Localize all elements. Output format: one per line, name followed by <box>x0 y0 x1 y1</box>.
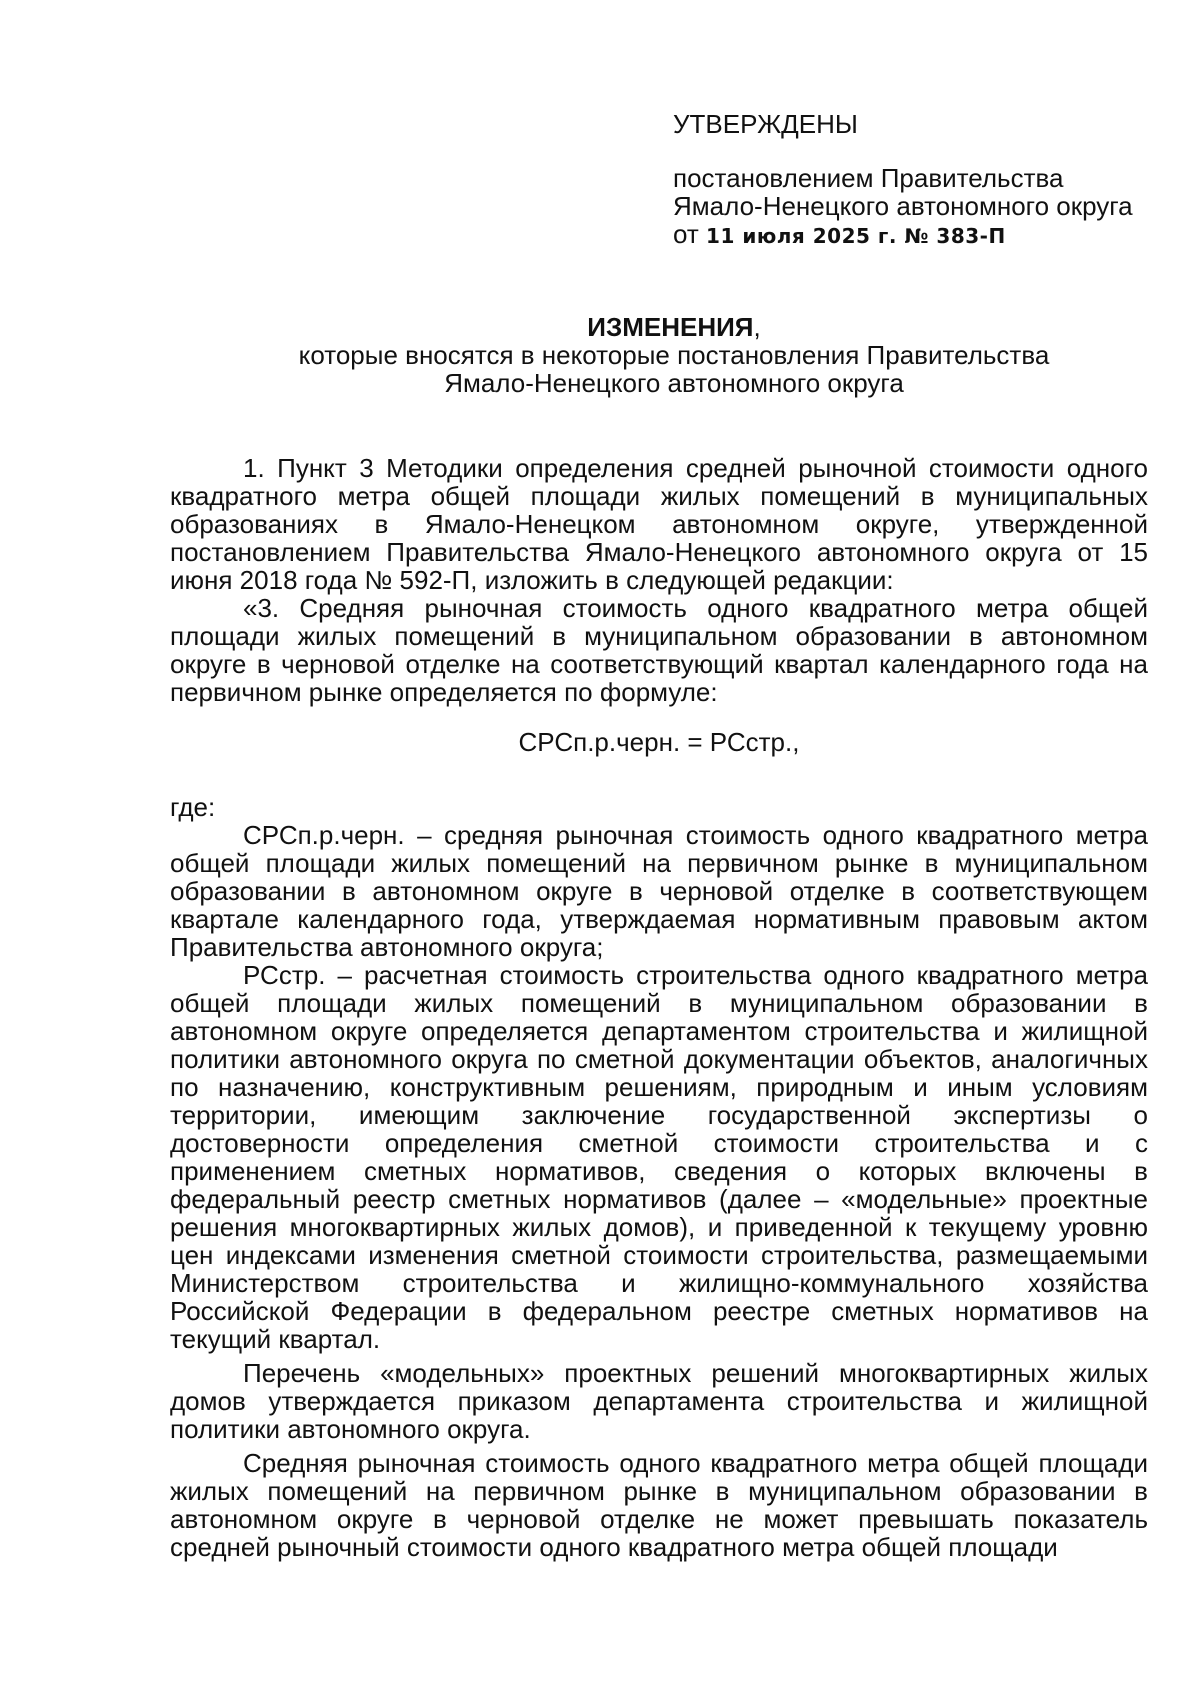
paragraph-4: РСстр. – расчетная стоимость строительства одного квадратного метра общей площади жилых помещений в муниципальном образовании в автономном округе определяется департаментом строительства и жилищной политики автономного округа по сметной документации объектов, аналогичных по назначению, конструктивным решениям, природным и иным условиям территории, имеющим заключение государственной экспертизы о достоверности определения сметной стоимости строительства и с применением сметных нормативов, сведения о которых включены в федеральный реестр сметных нормативов (далее – «модельные» проектные решения многоквартирных жилых домов), и приведенной к текущему уровню цен индексами изменения сметной стоимости строительства, размещаемыми Министерством строительства и жилищно-коммунального хозяйства Российской Федерации в федеральном реестре сметных нормативов на текущий квартал. <box>170 960 1148 1354</box>
heading-title-line <box>170 313 1178 341</box>
approval-stamp <box>673 110 1153 250</box>
heading-title-suffix: , <box>753 312 761 342</box>
heading-subtitle-line-1: которые вносятся в некоторые постановления Правительства <box>298 340 1050 370</box>
paragraph-2: «3. Средняя рыночная стоимость одного квадратного метра общей площади жилых помещений в муниципальном образовании в автономном округе в черновой отделке на соответствующий квартал календарного года на первичном рынке определяется по формуле: <box>170 593 1148 707</box>
where-label: где: <box>170 792 216 822</box>
formula: СРСп.р.черн. = РСстр., <box>518 727 800 757</box>
paragraph-6: Средняя рыночная стоимость одного квадратного метра общей площади жилых помещений на первичном рынке в муниципальном образовании в автономном округе в черновой отделке не может превышать показатель средней рыночный стоимости одного квадратного метра общей площади <box>170 1448 1148 1562</box>
heading-title: ИЗМЕНЕНИЯ <box>587 312 754 342</box>
paragraph-3: СРСп.р.черн. – средняя рыночная стоимость одного квадратного метра общей площади жилых помещений на первичном рынке в муниципальном образовании в автономном округе в черновой отделке в соответствующем квартале календарного года, утверждаемая нормативным правовым актом Правительства автономного округа; <box>170 820 1148 962</box>
approval-line-2: Ямало-Ненецкого автономного округа <box>673 191 1133 221</box>
paragraph-5: Перечень «модельных» проектных решений многоквартирных жилых домов утверждается приказом департамента строительства и жилищной политики автономного округа. <box>170 1358 1148 1444</box>
document-heading <box>170 313 1178 397</box>
approval-date-number: 11 июля 2025 г. № 383-П <box>706 224 1006 248</box>
heading-subtitle-line-2: Ямало-Ненецкого автономного округа <box>444 368 904 398</box>
document-body <box>170 454 1148 1561</box>
approval-date-line <box>673 220 1153 250</box>
approval-date-prefix: от <box>673 219 707 249</box>
approval-title: УТВЕРЖДЕНЫ <box>673 109 858 139</box>
paragraph-1: 1. Пункт 3 Методики определения средней рыночной стоимости одного квадратного метра общей площади жилых помещений в муниципальных образованиях в Ямало-Ненецком автономном округе, утвержденной постановлением Правительства Ямало-Ненецкого автономного округа от 15 июня 2018 года № 592-П, изложить в следующей редакции: <box>170 453 1148 595</box>
approval-line-1: постановлением Правительства <box>673 163 1064 193</box>
